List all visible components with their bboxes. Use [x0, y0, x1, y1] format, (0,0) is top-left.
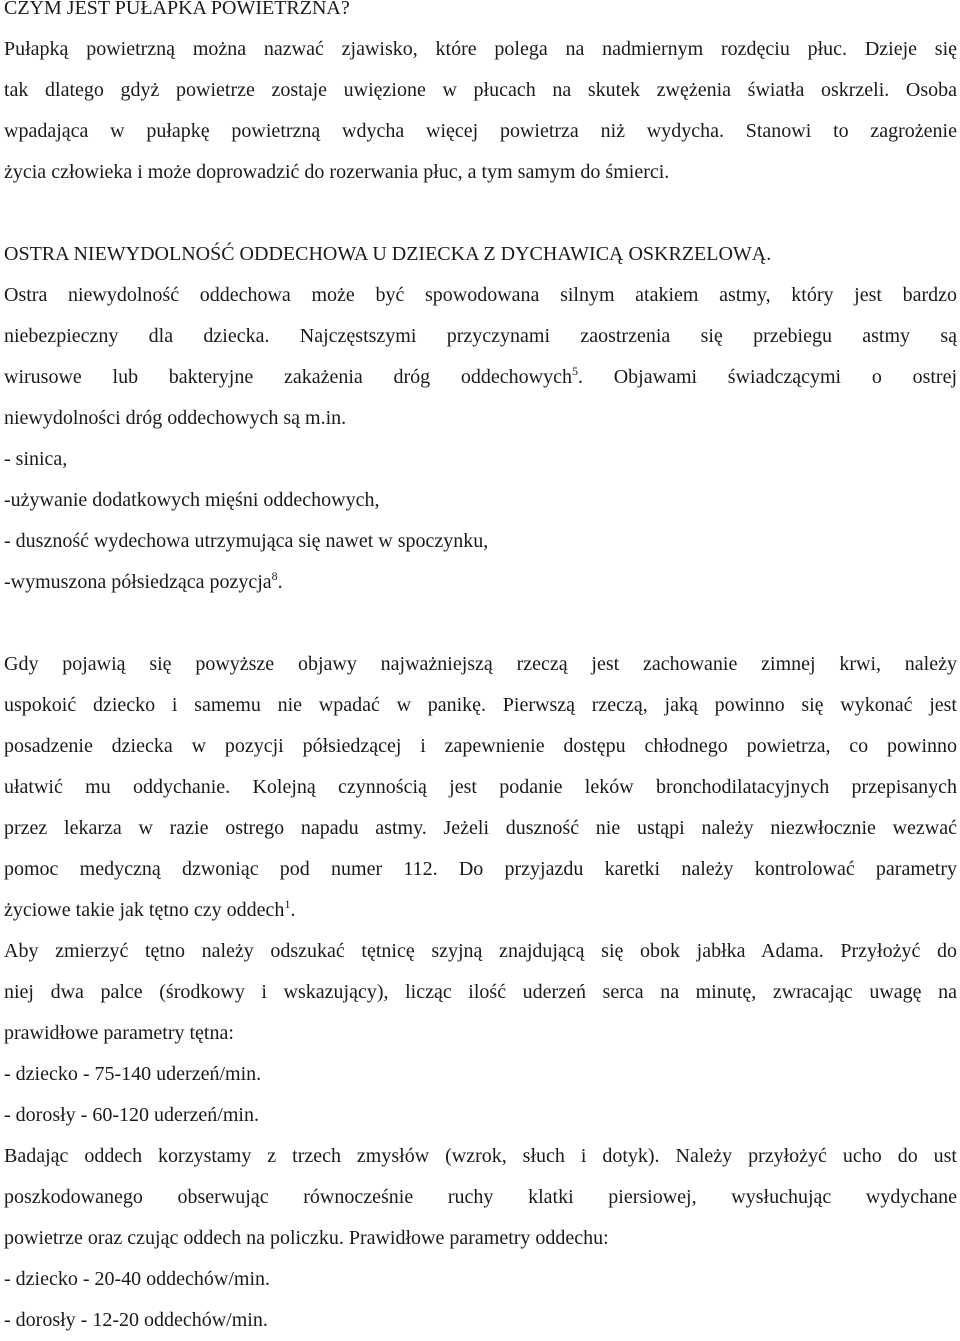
list-item — [4, 562, 957, 603]
breath-rate-child: - dziecko - 20-40 oddechów/min. — [4, 1268, 271, 1290]
paragraph-line: pomoc medyczną dzwoniąc pod numer 112. Do przyjazdu karetki należy kontrolować parametry — [4, 858, 957, 880]
paragraph-line: Gdy pojawią się powyższe objawy najważniejszą rzeczą jest zachowanie zimnej krwi, należy — [4, 653, 957, 675]
paragraph-line: życia człowieka i może doprowadzić do rozerwania płuc, a tym samym do śmierci. — [4, 161, 670, 183]
paragraph-line: uspokoić dziecko i samemu nie wpadać w panikę. Pierwszą rzeczą, jaką powinno się wykonać jest — [4, 694, 957, 716]
paragraph-line: Aby zmierzyć tętno należy odszukać tętnicę szyjną znajdującą się obok jabłka Adama. Przyłożyć do — [4, 940, 957, 962]
paragraph-gap — [4, 603, 957, 644]
paragraph-line: wpadająca w pułapkę powietrzną wdycha więcej powietrza niż wydycha. Stanowi to zagrożenie — [4, 120, 957, 142]
text-run: . — [277, 571, 283, 593]
list-item: -używanie dodatkowych mięśni oddechowych, — [4, 489, 380, 511]
document-page — [4, 0, 957, 1341]
text-run: wirusowe lub bakteryjne zakażenia dróg oddechowych — [4, 366, 572, 388]
paragraph-line — [4, 357, 957, 398]
pulse-rate-adult: - dorosły - 60-120 uderzeń/min. — [4, 1104, 259, 1126]
paragraph-line: niej dwa palce (środkowy i wskazujący), licząc ilość uderzeń serca na minutę, zwracając uwagę na — [4, 981, 957, 1003]
footnote-ref: 5 — [572, 364, 578, 378]
text-run: . — [290, 899, 296, 921]
paragraph-line: posadzenie dziecka w pozycji półsiedzącej i zapewnienie dostępu chłodnego powietrza, co powinno — [4, 735, 957, 757]
paragraph-line: Ostra niewydolność oddechowa może być spowodowana silnym atakiem astmy, który jest bardzo — [4, 284, 957, 306]
paragraph-line: Badając oddech korzystamy z trzech zmysłów (wzrok, słuch i dotyk). Należy przyłożyć ucho do ust — [4, 1145, 957, 1167]
paragraph-line: poszkodowanego obserwując równocześnie ruchy klatki piersiowej, wysłuchując wydychane — [4, 1186, 957, 1208]
paragraph-line: niebezpieczny dla dziecka. Najczęstszymi przyczynami zaostrzenia się przebiegu astmy są — [4, 325, 957, 347]
paragraph-line: tak dlatego gdyż powietrze zostaje uwięzione w płucach na skutek zwężenia światła oskrzeli. Osoba — [4, 79, 957, 101]
footnote-ref: 1 — [284, 897, 291, 911]
text-run: życiowe takie jak tętno czy oddech — [4, 899, 285, 921]
paragraph-line: powietrze oraz czując oddech na policzku. Prawidłowe parametry oddechu: — [4, 1227, 609, 1249]
list-item: - duszność wydechowa utrzymująca się nawet w spoczynku, — [4, 530, 489, 552]
list-item: - sinica, — [4, 448, 68, 470]
section-heading-air-trap: CZYM JEST PUŁAPKA POWIETRZNA? — [4, 0, 350, 19]
paragraph-gap — [4, 193, 957, 234]
paragraph-line — [4, 890, 957, 931]
paragraph-line: niewydolności dróg oddechowych są m.in. — [4, 407, 347, 429]
paragraph-line: Pułapką powietrzną można nazwać zjawisko, które polega na nadmiernym rozdęciu płuc. Dzieje się — [4, 38, 957, 60]
text-run: -wymuszona półsiedząca pozycja — [4, 571, 272, 593]
text-run: . Objawami świadczącymi o ostrej — [578, 366, 957, 388]
breath-rate-adult: - dorosły - 12-20 oddechów/min. — [4, 1309, 268, 1331]
pulse-rate-child: - dziecko - 75-140 uderzeń/min. — [4, 1063, 262, 1085]
section-heading-respiratory-failure: OSTRA NIEWYDOLNOŚĆ ODDECHOWA U DZIECKA Z DYCHAWICĄ OSKRZELOWĄ. — [4, 243, 772, 265]
footnote-ref: 8 — [271, 569, 278, 583]
paragraph-line: przez lekarza w razie ostrego napadu astmy. Jeżeli duszność nie ustąpi należy niezwłocznie wezwać — [4, 817, 957, 839]
paragraph-line: ułatwić mu oddychanie. Kolejną czynnością jest podanie leków bronchodilatacyjnych przepisanych — [4, 776, 957, 798]
paragraph-line: prawidłowe parametry tętna: — [4, 1022, 234, 1044]
